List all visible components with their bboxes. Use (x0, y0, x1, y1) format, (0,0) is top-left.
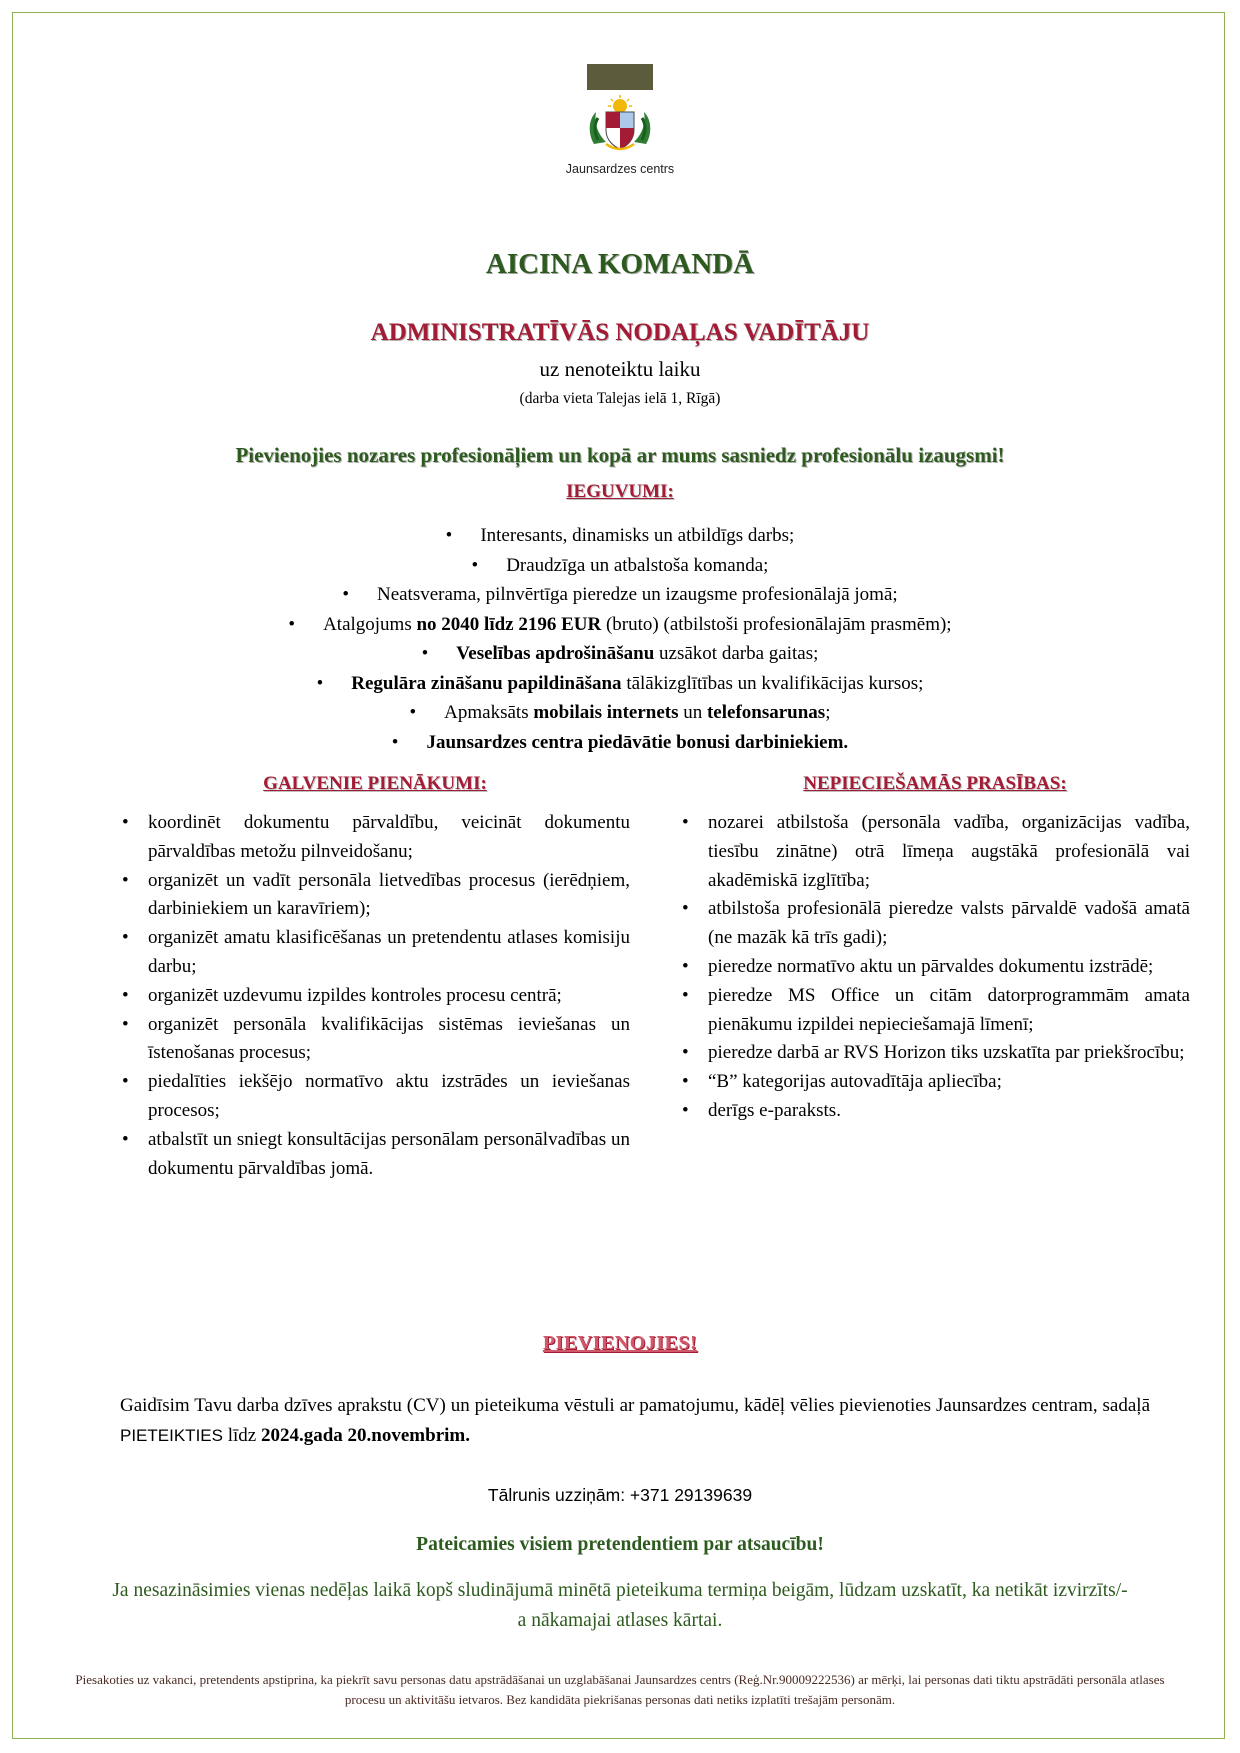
benefit-text: Regulāra zināšanu papildināšana (351, 672, 622, 694)
benefit-text: Veselības apdrošināšanu (456, 643, 655, 664)
tagline: Pievienojies nozares profesionāļiem un kopā ar mums sasniedz profesionālu izaugsmi! (235, 443, 1005, 467)
duty-item: • atbalstīt un sniegt konsultācijas personālam personālvadības un dokumentu pārvaldības jomā. (120, 1126, 630, 1184)
requirement-item: • nozarei atbilstoša (personāla vadība, organizācijas vadība, tiesību zinātne) otrā līmeņa augstākā profesionālā vai akadēmiskā izglītība; (680, 809, 1190, 895)
benefit-text: ; (825, 702, 831, 723)
requirement-item: • pieredze MS Office un citām datorprogrammām amata pienākumu izpildei nepieciešamajā līmenī; (680, 982, 1190, 1040)
benefit-text: uzsākot darba gaitas; (654, 643, 819, 664)
benefit-item (0, 728, 1240, 758)
latvia-coat-of-arms-icon (584, 94, 656, 156)
organization-name: Jaunsardzes centrs (565, 162, 675, 176)
benefit-text: Interesants, dinamisks un atbildīgs darbs; (480, 525, 795, 546)
requirement-item: • pieredze darbā ar RVS Horizon tiks uzskatīta par priekšrocību; (680, 1039, 1190, 1068)
requirements-heading: NEPIECIEŠAMĀS PRASĪBAS: (803, 773, 1067, 794)
join-heading: PIEVIENOJIES! (542, 1332, 698, 1354)
benefit-text: tālākizglītības un kvalifikācijas kursos; (621, 672, 924, 694)
privacy-disclaimer: Piesakoties uz vakanci, pretendents apstiprina, ka piekrīt savu personas datu apstrādāšanai un uzglabāšanai Jaunsardzes centrs (Reģ.Nr.90009222536) ar mērķi, lai personas dati tiktu apstrādāti personāla atlases procesu un aktivitāšu ietvaros. Bez kandidāta piekrišanas personas dati netiks izplatīti trešajām personām. (75, 1672, 1165, 1707)
requirements-list (680, 809, 1190, 1126)
thanks-note: Pateicamies visiem pretendentiem par atsaucību! (416, 1534, 824, 1555)
duty-item: • organizēt un vadīt personāla lietvedības procesus (ierēdņiem, darbiniekiem un karavīriem); (120, 867, 630, 925)
benefit-item (0, 639, 1240, 669)
logo-bar (587, 64, 653, 90)
benefit-text: mobilais internets (533, 702, 679, 723)
benefit-item (0, 669, 1240, 699)
duty-item: • organizēt uzdevumu izpildes kontroles procesu centrā; (120, 982, 630, 1011)
selection-notice: Ja nesazināsimies vienas nedēļas laikā kopš sludinājumā minētā pieteikuma termiņa beigām, lūdzam uzskatīt, ka netikāt izvirzīts/-a nākamajai atlases kārtai. (112, 1580, 1128, 1631)
benefit-item (0, 521, 1240, 551)
requirement-item: • pieredze normatīvo aktu un pārvaldes dokumentu izstrādē; (680, 953, 1190, 982)
header-logo (560, 64, 680, 176)
page-title: AICINA KOMANDĀ (485, 248, 755, 280)
benefits-heading: IEGUVUMI: (566, 481, 674, 502)
apply-section-link[interactable]: PIETEIKTIES (120, 1426, 223, 1445)
position-title: ADMINISTRATĪVĀS NODAĻAS VADĪTĀJU (370, 319, 870, 346)
benefit-item (0, 698, 1240, 728)
employment-term: uz nenoteiktu laiku (539, 357, 701, 381)
benefit-item (0, 551, 1240, 581)
duties-list (120, 809, 630, 1183)
benefit-text: Draudzīga un atbalstoša komanda; (506, 554, 769, 576)
benefit-text: no 2040 līdz 2196 EUR (416, 613, 602, 635)
benefit-text: un (678, 702, 707, 723)
apply-deadline: 2024.gada 20.novembrim. (260, 1425, 470, 1446)
benefit-item (0, 580, 1240, 610)
duty-item: • koordinēt dokumentu pārvaldību, veicināt dokumentu pārvaldības metožu pilnveidošanu; (120, 809, 630, 867)
apply-text: Gaidīsim Tavu darba dzīves aprakstu (CV) un pieteikuma vēstuli ar pamatojumu, kādēļ vēlies pievienoties Jaunsardzes centram, sadaļā (120, 1395, 1150, 1416)
duty-item: • organizēt personāla kvalifikācijas sistēmas ieviešanas un īstenošanas procesus; (120, 1011, 630, 1069)
requirements-column (680, 773, 1190, 1126)
duties-heading: GALVENIE PIENĀKUMI: (263, 773, 487, 794)
requirement-item: • derīgs e-paraksts. (680, 1097, 1190, 1126)
benefits-list (0, 521, 1240, 757)
contact-phone: Tālrunis uzziņām: +371 29139639 (487, 1485, 753, 1505)
benefit-text: telefonsarunas (706, 702, 826, 723)
application-instructions (120, 1391, 1150, 1451)
duty-item: • piedalīties iekšējo normatīvo aktu izstrādes un ieviešanas procesos; (120, 1068, 630, 1126)
benefit-item (0, 610, 1240, 640)
apply-text-middle: līdz (222, 1425, 261, 1446)
benefit-text: Atalgojums (323, 613, 417, 635)
benefit-text: Neatsverama, pilnvērtīga pieredze un izaugsme profesionālajā jomā; (376, 584, 898, 605)
duties-column (120, 773, 630, 1183)
workplace-location: (darba vieta Talejas ielā 1, Rīgā) (519, 390, 721, 407)
duty-item: • organizēt amatu klasificēšanas un pretendentu atlases komisiju darbu; (120, 924, 630, 982)
benefit-text: Jaunsardzes centra piedāvātie bonusi darbiniekiem. (426, 731, 849, 753)
requirement-item: • atbilstoša profesionālā pieredze valsts pārvaldē vadošā amatā (ne mazāk kā trīs gadi); (680, 895, 1190, 953)
benefit-text: Apmaksāts (444, 702, 534, 723)
requirement-item: • “B” kategorijas autovadītāja apliecība; (680, 1068, 1190, 1097)
benefit-text: (bruto) (atbilstoši profesionālajām prasmēm); (601, 613, 952, 635)
